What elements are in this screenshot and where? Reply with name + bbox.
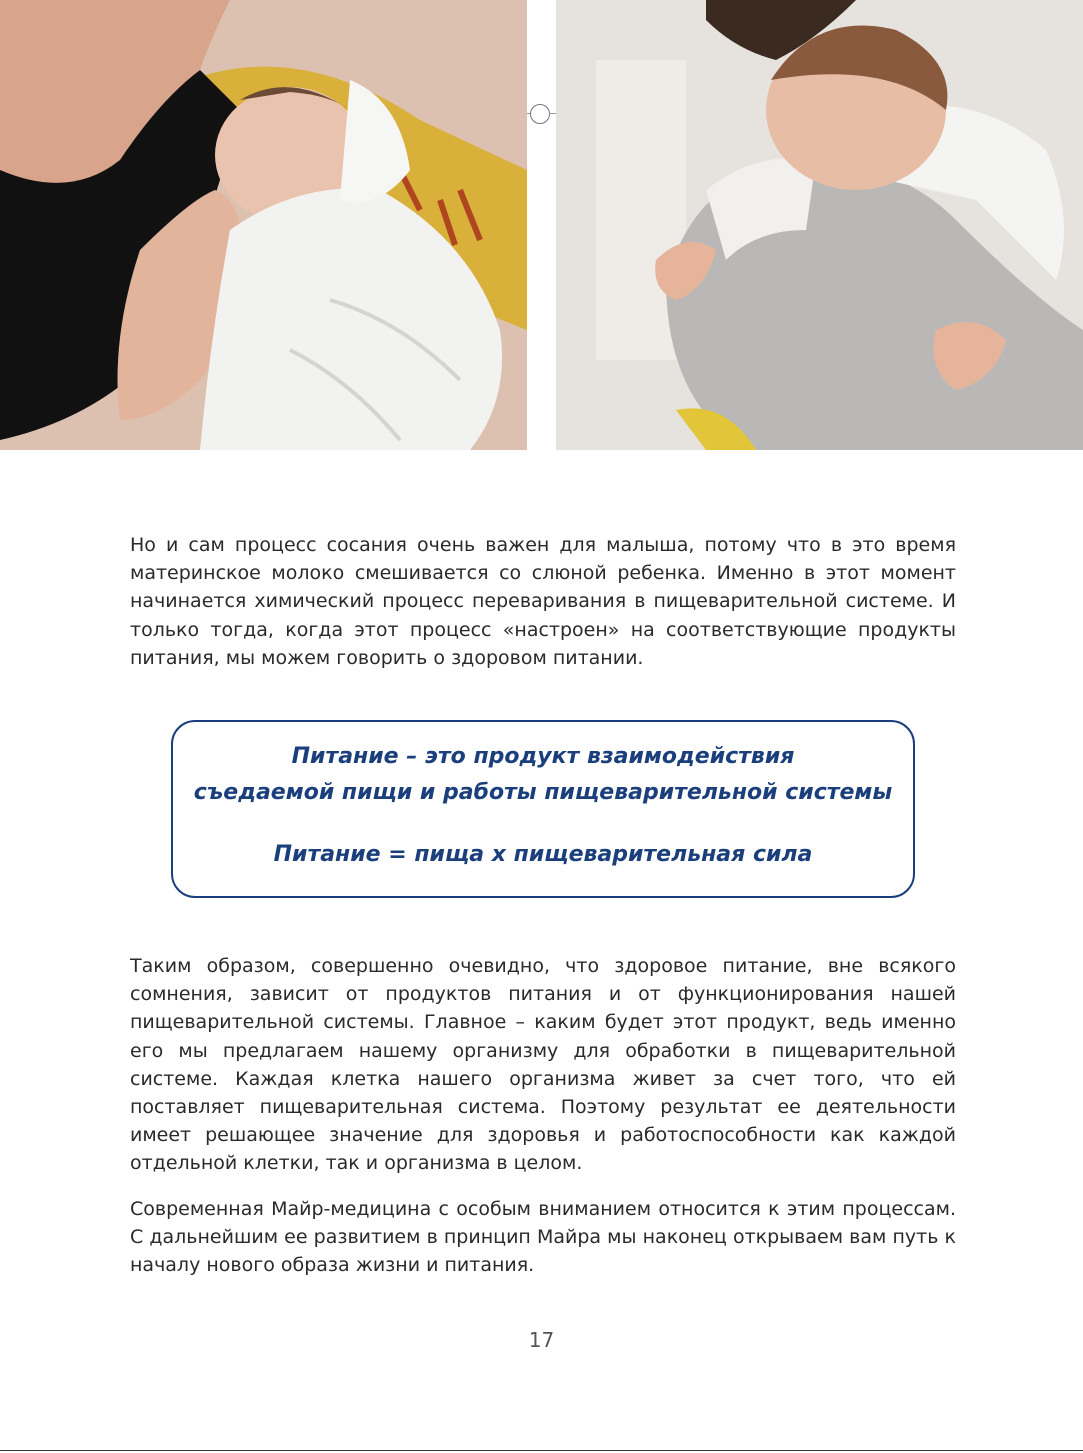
bottom-rule xyxy=(0,1450,1083,1451)
baby-on-shoulder-photo xyxy=(556,0,1083,450)
paragraph-intro: Но и сам процесс сосания очень важен для малыша, потому что в это время материнское молоко смешивается со слюной ребенка. Именно в этот момент начинается химический процесс переваривания в пищеварительной системе. И только тогда, когда этот процесс «настроен» на соответствующие продукты питания, мы можем говорить о здоровом питании. xyxy=(130,534,956,669)
paragraph-closing: Современная Майр-медицина с особым вниманием относится к этим процессам. С дальнейшим ее развитием в принцип Майра мы наконец открываем вам путь к началу нового образа жизни и питания. xyxy=(130,1198,956,1277)
breastfeeding-photo xyxy=(0,0,527,450)
spine-circle-icon xyxy=(530,104,550,124)
definition-callout xyxy=(171,720,915,898)
callout-line-2: съедаемой пищи и работы пищеварительной системы xyxy=(193,780,893,805)
paragraph-main: Таким образом, совершенно очевидно, что здоровое питание, вне всякого сомнения, зависит от продуктов питания и от функционирования нашей пищеварительной системы. Главное – каким будет этот продукт, ведь именно его мы предлагаем нашему организму для обработки в пищеварительной системе. Каждая клетка нашего организма живет за счет того, что ей поставляет пищеварительная система. Поэтому результат ее деятельности имеет решающее значение для здоровья и работоспособности как каждой отдельной клетки, так и организма в целом. xyxy=(130,955,956,1175)
callout-formula: Питание = пища х пищеварительная сила xyxy=(273,842,813,867)
spine-line-right xyxy=(549,113,556,114)
callout-line-1: Питание – это продукт взаимодействия xyxy=(291,744,795,769)
page-number: 17 xyxy=(528,1328,555,1352)
